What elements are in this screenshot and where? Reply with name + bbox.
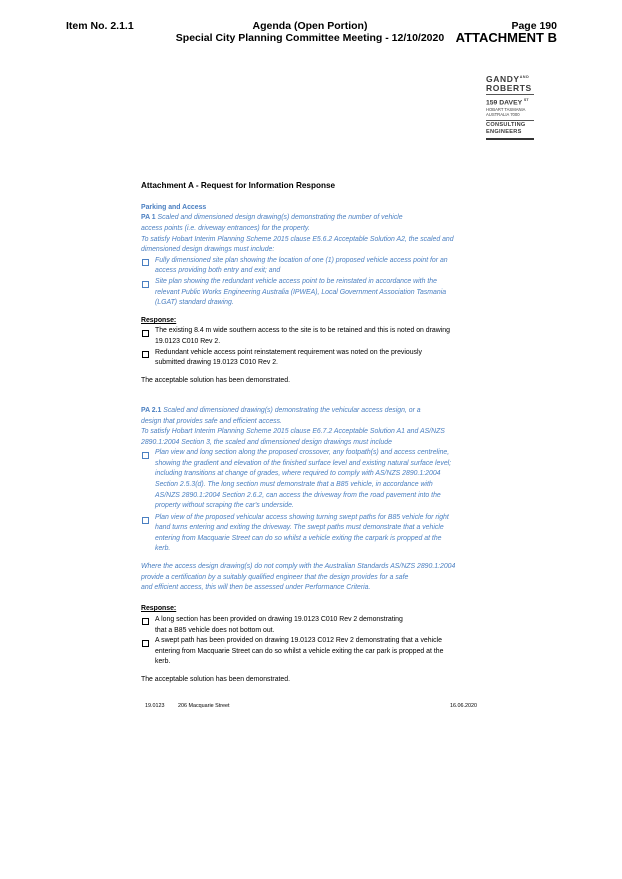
response-3-line2: that a B85 vehicle does not bottom out. — [155, 627, 275, 634]
checkbox-icon — [141, 516, 148, 523]
logo-city: HOBART TASMANIA — [486, 107, 526, 113]
pa21-item-1-line1: Plan view and long section along the proposed crossover, any footpath(s) and access centreline, — [155, 449, 450, 456]
checkbox-icon — [141, 617, 148, 624]
pa21-note-line2: provide a certification by a suitably qualified engineer that the design provides for a safe — [141, 574, 409, 581]
response-label: Response: — [141, 317, 177, 324]
logo-name-line1: $GANDY^{AND}$ — [486, 73, 530, 84]
pa21-line1: PA 2.1 Scaled and dimensioned drawing(s) demonstrating the vehicular access design, or a — [141, 407, 421, 414]
pa1-item-1-line1: Fully dimensioned site plan showing the location of one (1) proposed vehicle access point for an — [155, 257, 448, 264]
response-label: Response: — [141, 605, 177, 612]
checkbox-icon — [141, 350, 148, 357]
pa21-item-2-line4: kerb. — [155, 545, 171, 552]
footer-job-number: 19.0123 — [145, 703, 165, 709]
checkbox-icon — [141, 639, 148, 646]
pa1-intro-1: To satisfy Hobart Interim Planning Scheme 2015 clause E5.6.2 Acceptable Solution A2, the scaled and — [141, 236, 454, 243]
response-4-line3: kerb. — [155, 658, 171, 665]
pa21-note-line1: Where the access design drawing(s) do not comply with the Australian Standards AS/NZS 2890.1:2004 — [141, 563, 456, 570]
pa21-item-2-line3: entering from Macquarie Street can do so whilst a vehicle exiting the carpark is propped at the — [155, 535, 442, 542]
response-4-line1: A swept path has been provided on drawing 19.0123 C012 Rev 2 demonstrating that a vehicle — [155, 637, 442, 644]
pa21-intro-1: To satisfy Hobart Interim Planning Scheme 2015 clause E6.7.2 Acceptable Solution A1 and AS/NZS — [141, 428, 445, 435]
pa21-item-1-line4: Section 2.5.3(d). The long section must demonstrate that a B85 vehicle, in accordance with — [155, 481, 433, 488]
pa21-item-1-line2: showing the gradient and elevation of the finished surface level and existing natural surface level; — [155, 460, 452, 467]
logo-state: AUSTRALIA 7000 — [486, 112, 520, 118]
footer-address: 206 Macquarie Street — [178, 703, 230, 709]
pa1-item-2-line1: Site plan showing the redundant vehicle access point to be reinstated in accordance with the — [155, 278, 437, 285]
pa21-intro-2: 2890.1:2004 Section 3, the scaled and dimensioned design drawings must include — [141, 439, 392, 446]
footer-date: 16.06.2020 — [450, 703, 477, 709]
pa21-item-1-line6: property without scraping the car's underside. — [155, 502, 294, 509]
checkbox-icon — [141, 451, 148, 458]
section-heading: Parking and Access — [141, 204, 207, 211]
pa21-item-1-line3: including transitions at change of grades, where required to comply with AS/NZS 2890.1:2004 — [155, 470, 441, 477]
checkbox-icon — [141, 280, 148, 287]
pa1-item-2-line3: (LGAT) standard drawing. — [155, 299, 234, 306]
logo-street: 159 DAVEY $^{ST}$ — [486, 97, 529, 107]
conclusion-1: The acceptable solution has been demonstrated. — [141, 377, 291, 384]
pa1-intro-2: dimensioned design drawings must include: — [141, 246, 275, 253]
pa21-item-2-line1: Plan view of the proposed vehicular access showing turning swept paths for B85 vehicle for right — [155, 514, 449, 521]
conclusion-2: The acceptable solution has been demonstrated. — [141, 676, 291, 683]
checkbox-icon — [141, 258, 148, 265]
logo-name-line2: ROBERTS — [486, 82, 532, 93]
meeting-title: Special City Planning Committee Meeting - 12/10/2020 — [175, 32, 445, 44]
pa1-item-2-line2: relevant Public Works Engineering Australia (IPWEA), Local Government Association Tasmania — [155, 289, 447, 296]
agenda-title: Agenda (Open Portion) — [252, 20, 368, 32]
pa1-item-1-line2: access providing both entry and exit; and — [155, 267, 281, 274]
response-4-line2: entering from Macquarie Street can do so whilst a vehicle exiting the car park is propped at the — [155, 648, 444, 655]
response-1-line1: The existing 8.4 m wide southern access to the site is to be retained and this is noted on drawing — [155, 327, 450, 334]
response-1-line2: 19.0123 C010 Rev 2. — [155, 338, 221, 345]
pa1-line1: PA 1 Scaled and dimensioned design drawing(s) demonstrating the number of vehicle — [141, 214, 403, 221]
logo-tagline-1: CONSULTING — [486, 122, 526, 129]
document-title: Attachment A - Request for Information Response — [141, 181, 336, 190]
pa21-item-2-line2: hand turns entering and exiting the driveway. The swept paths must demonstrate that a vehicle — [155, 524, 444, 531]
gandy-roberts-logo — [486, 73, 534, 141]
response-2-line2: submitted drawing 19.0123 C010 Rev 2. — [155, 359, 278, 366]
pa21-line2: design that provides safe and efficient access. — [141, 418, 282, 425]
logo-tagline-2: ENGINEERS — [486, 129, 522, 136]
response-2-line1: Redundant vehicle access point reinstatement requirement was noted on the previously — [155, 349, 422, 356]
item-number: Item No. 2.1.1 — [66, 20, 134, 32]
pa21-item-1-line5: AS/NZS 2890.1:2004 Section 2.6.2, can access the driveway from the road pavement into the — [155, 492, 441, 499]
checkbox-icon — [141, 329, 148, 336]
pa21-note-line3: and efficient access, this will then be assessed under Performance Criteria. — [141, 584, 371, 591]
pa1-line2: access points (i.e. driveway entrances) for the property. — [141, 225, 310, 232]
response-3-line1: A long section has been provided on drawing 19.0123 C010 Rev 2 demonstrating — [155, 616, 403, 623]
page-number: Page 190 — [511, 20, 557, 32]
attachment-label: ATTACHMENT B — [455, 30, 557, 45]
